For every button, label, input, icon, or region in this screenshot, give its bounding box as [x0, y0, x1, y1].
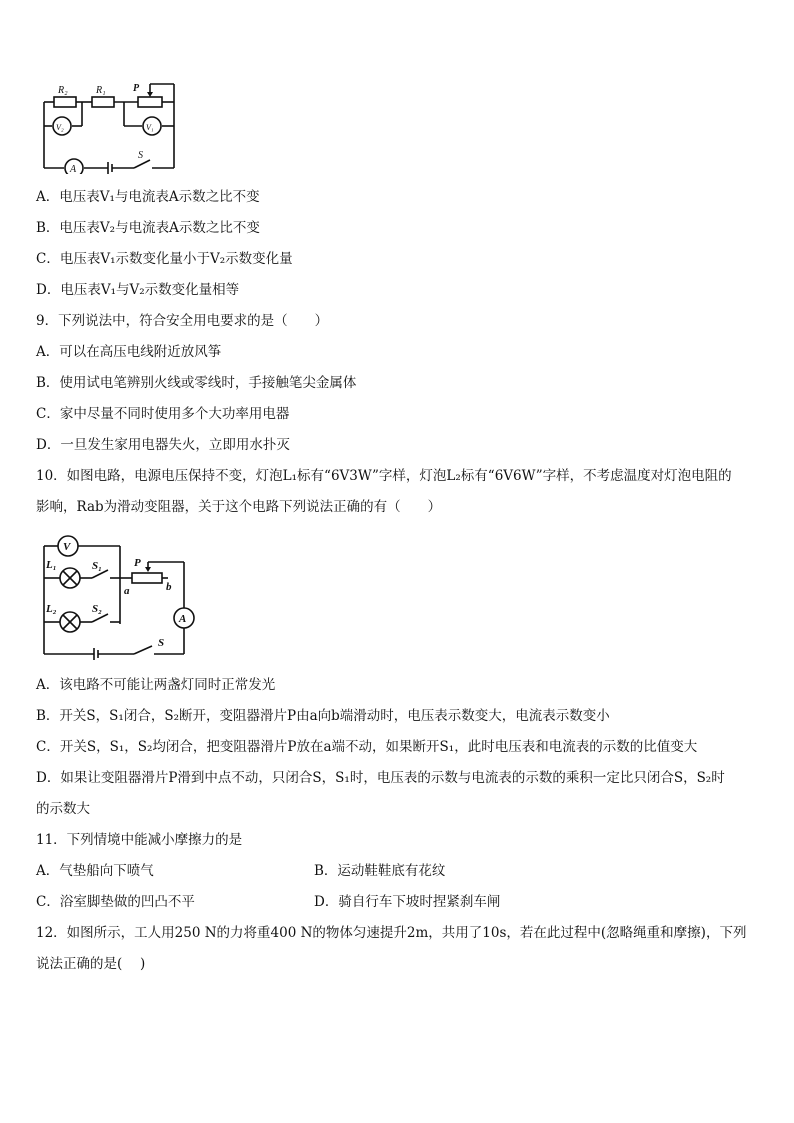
label-switch: S	[138, 150, 143, 161]
q8-option-c: C．电压表V₁示数变化量小于V₂示数变化量	[36, 251, 293, 267]
q11-option-d: D．骑自行车下坡时捏紧刹车闸	[314, 894, 501, 910]
q10-stem-line2: 影响，Rab为滑动变阻器，关于这个电路下列说法正确的有（ ）	[36, 499, 442, 515]
q11-stem: 11．下列情境中能减小摩擦力的是	[36, 832, 243, 848]
label-ammeter: A	[70, 164, 77, 174]
q12-stem-line1: 12．如图所示，工人用250 N的力将重400 N的物体匀速提升2m，共用了10s，若在此过程中(忽略绳重和摩擦)，下列	[36, 925, 747, 941]
q8-option-a: A．电压表V₁与电流表A示数之比不变	[36, 189, 260, 205]
label-p: P	[133, 83, 140, 94]
label-switch2: S	[158, 637, 165, 649]
circuit-diagram-1	[36, 78, 186, 174]
q10-option-d-cont: 的示数大	[36, 801, 90, 817]
label-v2: V₂	[56, 123, 64, 132]
label-v1: V₁	[146, 123, 154, 132]
label-end-b: b	[166, 581, 172, 593]
q11-option-a: A．气垫船向下喷气	[36, 863, 154, 879]
circuit-diagram-2	[36, 532, 211, 662]
label-ammeter2: A	[179, 613, 187, 625]
q10-stem-line1: 10．如图电路，电源电压保持不变，灯泡L₁标有“6V3W”字样，灯泡L₂标有“6V6W”字样，不考虑温度对灯泡电阻的	[36, 468, 732, 484]
label-voltmeter: V	[63, 541, 71, 553]
q8-option-d: D．电压表V₁与V₂示数变化量相等	[36, 282, 240, 298]
q9-option-a: A．可以在高压电线附近放风筝	[36, 344, 222, 360]
q11-option-c: C．浴室脚垫做的凹凸不平	[36, 894, 195, 910]
label-s2: S₂	[92, 603, 102, 615]
q10-option-b: B．开关S，S₁闭合，S₂断开，变阻器滑片P由a向b端滑动时，电压表示数变大，电流表示数变小	[36, 708, 610, 724]
q10-option-a: A．该电路不可能让两盏灯同时正常发光	[36, 677, 276, 693]
q10-option-c: C．开关S，S₁，S₂均闭合，把变阻器滑片P放在a端不动，如果断开S₁，此时电压表和电流表的示数的比值变大	[36, 739, 698, 755]
label-l2: L₂	[46, 603, 57, 615]
label-r1: R₁	[96, 85, 106, 96]
label-s1: S₁	[92, 560, 102, 572]
label-l1: L₁	[46, 559, 57, 571]
q9-option-b: B．使用试电笔辨别火线或零线时，手接触笔尖金属体	[36, 375, 357, 391]
label-r2: R₂	[58, 85, 68, 96]
label-p2: P	[134, 557, 141, 569]
q11-option-b: B．运动鞋鞋底有花纹	[314, 863, 446, 879]
label-end-a: a	[124, 585, 130, 597]
q12-stem-line2: 说法正确的是( )	[36, 956, 146, 972]
q10-option-d: D．如果让变阻器滑片P滑到中点不动，只闭合S，S₁时，电压表的示数与电流表的示数的乘积一定比只闭合S，S₂时	[36, 770, 725, 786]
q9-option-d: D．一旦发生家用电器失火，立即用水扑灭	[36, 437, 290, 453]
q9-stem: 9．下列说法中，符合安全用电要求的是（ ）	[36, 313, 329, 329]
q8-option-b: B．电压表V₂与电流表A示数之比不变	[36, 220, 260, 236]
q9-option-c: C．家中尽量不同时使用多个大功率用电器	[36, 406, 290, 422]
